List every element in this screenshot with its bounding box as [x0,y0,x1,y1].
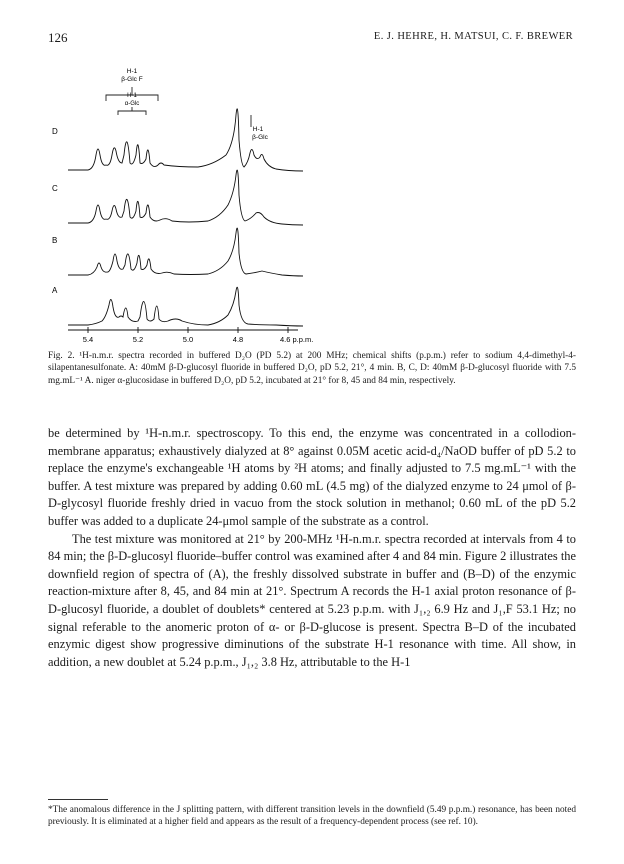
figure-caption [48,350,576,387]
top-peak-label-1: H-1 [126,68,138,75]
page-header [48,30,573,46]
right-peak-label-1: H-1 [252,126,264,133]
spectrum-label-c: C [52,184,58,193]
body-paragraph-2: The test mixture was monitored at 21° by 200-MHz ¹H-n.m.r. spectra recorded at intervals from 4 to 84 min; the β-D-glucosyl fluoride–buffer control was examined after 4 and 84 min. Figure 2 illustrates the downfield region of spectra of (A), the freshly dissolved substrate in buffer and (B–D) of the enzymic reaction-mixture after 8, 45, and 84 min at 21°. Spectrum A records the H-1 axial proton resonance of β-D-glucosyl fluoride, a doublet of doublets* centered at 5.23 p.p.m. with J₁,₂ 6.9 Hz and J₁,F 53.1 Hz; no signal referable to the anomeric proton of α- or β-D-glucose is present. Spectra B–D of the incubated enzymic digest show progressive diminutions of the substrate H-1 resonance with time. All show, in addition, a new doublet at 5.24 p.p.m., J₁,₂ 3.8 Hz, attributable to the H-1 [48,531,576,669]
ppm-tick-label-5-0: 5.0 [182,335,194,344]
ppm-tick-label-4-6: 4.6 p.p.m. [280,335,314,344]
spectrum-trace-b [68,228,303,276]
nmr-figure [48,55,378,345]
ppm-tick-label-5-4: 5.4 [82,335,94,344]
spectrum-trace-a [68,287,303,326]
figure-caption-label: Fig. 2. [48,351,75,361]
running-head: E. J. HEHRE, H. MATSUI, C. F. BREWER [373,31,573,42]
spectrum-label-d: D [52,127,58,136]
footnote-rule [48,799,108,800]
mid-peak-label-2: α-Glc [124,101,140,107]
ppm-tick-label-4-8: 4.8 [232,335,244,344]
footnote: *The anomalous difference in the J splitting pattern, with different transition levels in the downfield (5.49 p.p.m.) resonance, has been noted previously. It is eliminated at a higher field and appears as the result of a frequency-dependent process (see ref. 10). [48,805,576,828]
mid-peak-label-1: H-1 [127,93,137,99]
body-paragraph-1: be determined by ¹H-n.m.r. spectroscopy. To this end, the enzyme was concentrated in a collodion-membrane apparatus; exhaustively dialyzed at 8° against 0.05M acetic acid-d₄/NaOD buffer of pD 5.2 to replace the enzyme's exchangeable ¹H atoms by ²H atoms; and finally adjusted to 7.5 mg.mL⁻¹ with the buffer. A test mixture was prepared by adding 0.60 mL (4.5 mg) of the dialyzed enzyme to 24 μmol of β-D-glycosyl fluoride freshly dried in vacuo from the stock solution in methanol; 0.60 mL of the pD 5.2 buffer was added to a duplicate 24-μmol sample of the substrate as a control. [48,426,576,528]
right-peak-label-2: β-Glc [252,134,268,141]
alpha-glc-bracket [118,111,146,115]
spectrum-trace-c [68,170,303,225]
figure-caption-text: ¹H-n.m.r. spectra recorded in buffered D₂O (PD 5.2) at 200 MHz; chemical shifts (p.p.m.) refer to sodium 4,4-dimethyl-4-silapentanesulfonate. A: 40mM β-D-glucosyl fluoride in buffered D₂O, pD 5.2, 21°, 4 min. B, C, D: 40mM β-D-glucosyl fluoride with 7.5 mg.mL⁻¹ A. niger α-glucosidase in buffered D₂O, pD 5.2, incubated at 21° for 8, 45 and 84 min, respectively. [48,351,576,386]
spectrum-label-b: B [52,236,58,245]
ppm-axis [68,327,298,333]
nmr-spectra-plot [48,55,378,345]
top-peak-label-2: β-Glc F [121,76,143,83]
ppm-tick-label-5-2: 5.2 [132,335,144,344]
page-number: 126 [48,30,68,45]
spectrum-label-a: A [52,286,58,295]
body-text [48,425,576,671]
